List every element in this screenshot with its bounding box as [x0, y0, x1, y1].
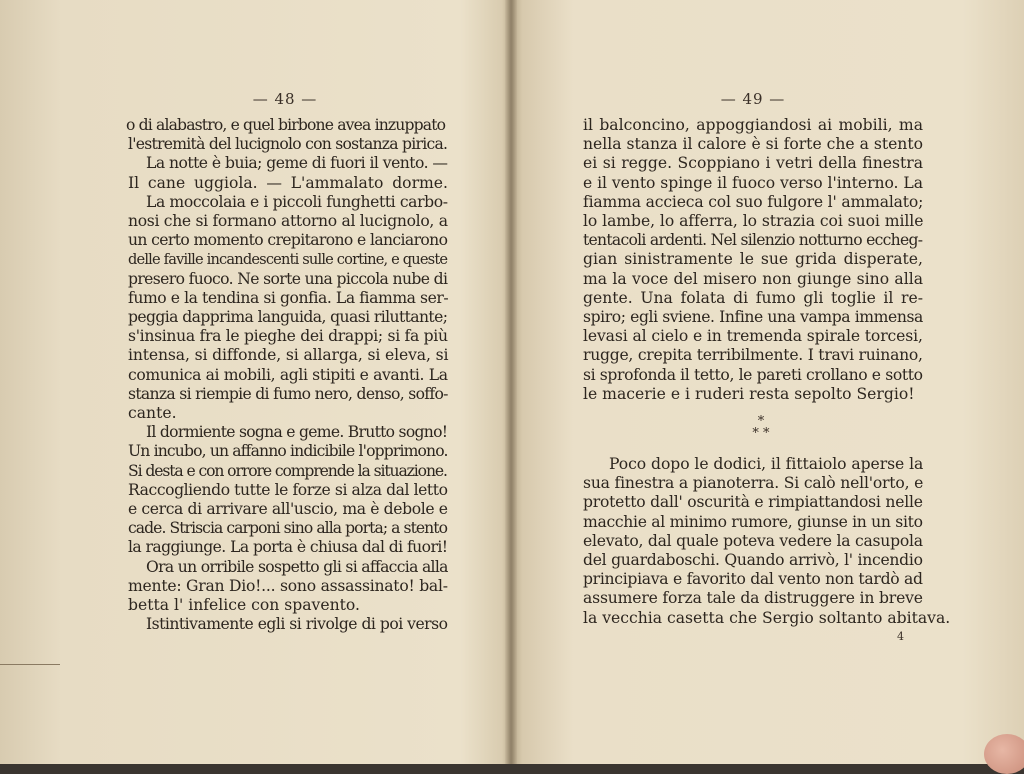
text-line: peggia dapprima languida, quasi riluttante; [128, 308, 448, 327]
asterism-top: * [757, 414, 765, 429]
text-line: l'estremità del lucignolo con sostanza pirica. [128, 135, 448, 154]
thumb [984, 734, 1024, 774]
right-page-number: — 49 — [720, 90, 786, 108]
text-line: Poco dopo le dodici, il fittaiolo aperse la [609, 455, 924, 473]
right-page-text [583, 116, 923, 404]
text-line: lo lambe, lo afferra, lo strazia coi suoi mille [583, 212, 924, 231]
text-line: elevato, dal quale poteva vedere la casupola [583, 531, 923, 550]
text-line: protetto dall' oscurità e rimpiattandosi nelle [583, 493, 923, 512]
text-line: s'insinua fra le pieghe dei drappi; si fa più [128, 327, 448, 346]
text-line: delle faville incandescenti sulle cortine, e queste [128, 251, 448, 269]
text-line: tentacoli ardenti. Nel silenzio notturno eccheg- [583, 231, 923, 250]
left-page [0, 0, 510, 764]
text-line: o di alabastro, e quel birbone avea inzuppato [126, 116, 446, 134]
text-line: cante. [128, 404, 177, 423]
right-page [512, 0, 1024, 764]
text-line: gian sinistramente le sue grida disperate, [583, 250, 923, 269]
asterism [741, 416, 781, 440]
text-line: del guardaboschi. Quando arrivò, l' incendio [583, 551, 923, 570]
text-line: Si desta e con orrore comprende la situazione. [128, 461, 447, 480]
text-line: nosi che si formano attorno al lucignolo, a [128, 212, 448, 231]
text-line: la raggiunge. La porta è chiusa dal di fuori! [128, 538, 448, 557]
text-line: rugge, crepita terribilmente. I travi ruinano, [583, 346, 923, 365]
text-line: Raccogliendo tutte le forze si alza dal letto [128, 480, 448, 499]
text-line: La moccolaia e i piccoli funghetti carbo- [146, 192, 448, 211]
text-line: nella stanza il calore è si forte che a stento [583, 135, 923, 154]
text-line: Il cane uggiola. — L'ammalato dorme. [128, 173, 448, 192]
left-page-number: — 48 — [252, 90, 318, 108]
text-line: gente. Una folata di fumo gli toglie il re- [583, 288, 923, 307]
text-line: spiro; egli sviene. Infine una vampa immensa [583, 308, 923, 327]
text-line: intensa, si diffonde, si allarga, si eleva, si [128, 346, 449, 365]
text-line: stanza si riempie di fumo nero, denso, soffo- [128, 384, 448, 403]
text-line: le macerie e i ruderi resta sepolto Sergio! [583, 384, 915, 403]
text-line: ei si regge. Scoppiano i vetri della finestra [583, 154, 923, 173]
text-line: e il vento spinge il fuoco verso l'interno. La [583, 173, 923, 192]
text-line: si sprofonda il tetto, le pareti crollano e sotto [583, 365, 923, 384]
text-line: presero fuoco. Ne sorte una piccola nube di [128, 269, 448, 288]
text-line: la vecchia casetta che Sergio soltanto abitava. [583, 608, 951, 627]
text-line: levasi al cielo e in tremenda spirale torcesi, [583, 327, 923, 346]
text-line: Istintivamente egli si rivolge di poi verso [146, 615, 448, 634]
text-line: macchie al minimo rumore, giunse in un sito [583, 512, 923, 531]
signature-mark: 4 [897, 630, 904, 643]
text-line: comunica ai mobili, agli stipiti e avanti. La [128, 365, 448, 384]
text-line: La notte è buia; geme di fuori il vento. — [146, 154, 448, 173]
text-line: fumo e la tendina si gonfia. La fiamma ser- [128, 288, 449, 307]
text-line: fiamma accieca col suo fulgore l' ammalato; [583, 192, 924, 211]
asterism-bottom: * * [752, 426, 770, 441]
text-line: un certo momento crepitarono e lanciarono [128, 231, 448, 250]
text-line: Ora un orribile sospetto gli si affaccia alla [146, 557, 448, 576]
text-line: Il dormiente sogna e geme. Brutto sogno! [146, 423, 448, 442]
text-line: cade. Striscia carponi sino alla porta; a stento [128, 519, 448, 538]
text-line: e cerca di arrivare all'uscio, ma è debole e [128, 500, 448, 519]
text-line: principiava e favorito dal vento non tardò ad [583, 570, 923, 589]
text-line: Un incubo, un affanno indicibile l'opprimono. [128, 442, 448, 461]
text-line: il balconcino, appoggiandosi ai mobili, ma [583, 116, 923, 134]
text-line: mente: Gran Dio!... sono assassinato! bal- [128, 576, 448, 595]
text-line: sua finestra a pianoterra. Si calò nell'orto, e [583, 474, 924, 493]
text-line: betta l' infelice con spavento. [128, 596, 360, 615]
text-line: ma la voce del misero non giunge sino alla [583, 269, 923, 288]
right-page-text-section-2 [583, 455, 951, 628]
text-line: assumere forza tale da distruggere in breve [583, 589, 923, 608]
left-page-text [128, 116, 448, 634]
